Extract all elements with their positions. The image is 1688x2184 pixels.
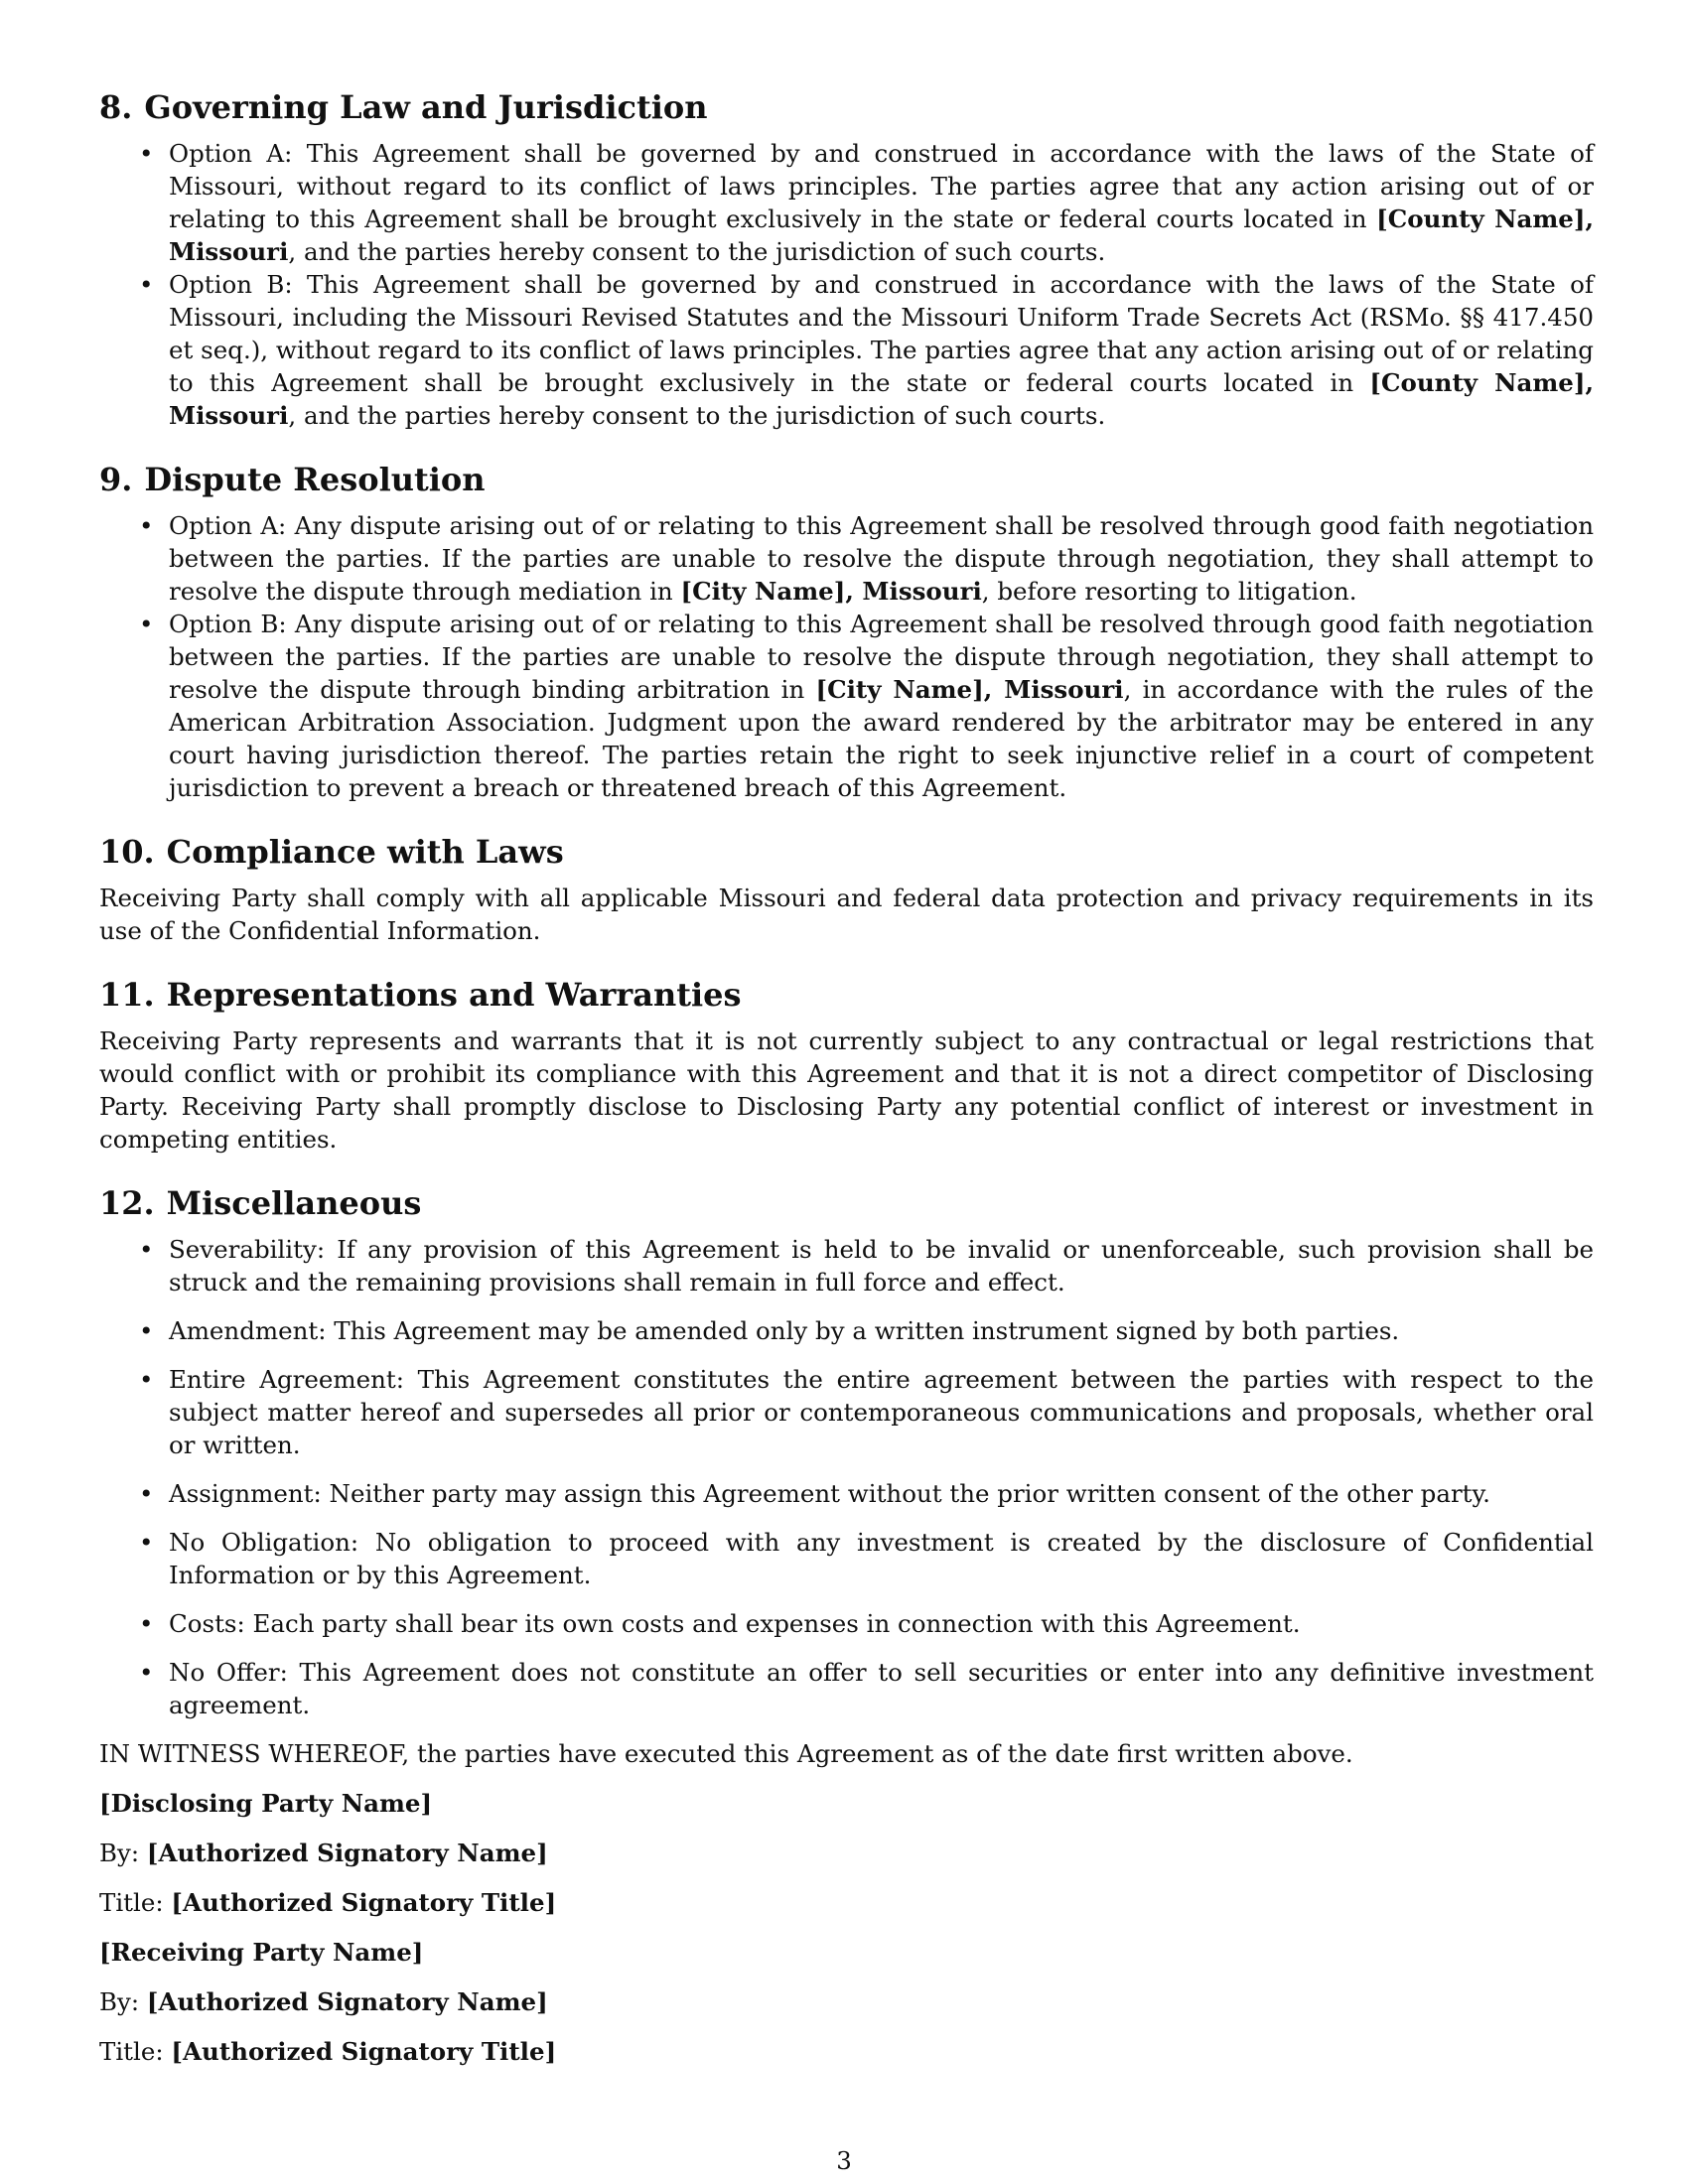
misc-list bbox=[99, 1233, 1594, 1721]
list-item: • Assignment: Neither party may assign this Agreement without the prior written consent of the other party. bbox=[99, 1477, 1594, 1510]
section-heading: 11. Representations and Warranties bbox=[99, 976, 742, 1014]
section-representations bbox=[99, 975, 1594, 1156]
section-miscellaneous bbox=[99, 1183, 1594, 1721]
list-item: • Option A: Any dispute arising out of or relating to this Agreement shall be resolved through good faith negotiation between the parties. If the parties are unable to resolve the dispute through negotiation, they shall attempt to resolve the dispute through mediation in [City Name], Missouri, before resorting to litigation. bbox=[99, 509, 1594, 608]
list-item: • Severability: If any provision of this Agreement is held to be invalid or unenforceable, such provision shall be struck and the remaining provisions shall remain in full force and effect. bbox=[99, 1233, 1594, 1298]
section-heading: 9. Dispute Resolution bbox=[99, 461, 486, 498]
disclosing-signatory-by: By: [Authorized Signatory Name] bbox=[99, 1839, 548, 1867]
section-heading: 8. Governing Law and Jurisdiction bbox=[99, 88, 708, 126]
disclosing-signatory-title: Title: [Authorized Signatory Title] bbox=[99, 1888, 557, 1917]
section-heading: 12. Miscellaneous bbox=[99, 1184, 422, 1222]
witness-clause: IN WITNESS WHEREOF, the parties have executed this Agreement as of the date first written above. bbox=[99, 1739, 1353, 1768]
list-item: • No Obligation: No obligation to proceed with any investment is created by the disclosure of Confidential Information or by this Agreement. bbox=[99, 1526, 1594, 1591]
section-governing-law bbox=[99, 87, 1594, 432]
list-item: • Amendment: This Agreement may be amended only by a written instrument signed by both parties. bbox=[99, 1314, 1594, 1347]
receiving-party-name: [Receiving Party Name] bbox=[99, 1938, 424, 1967]
option-list bbox=[99, 137, 1594, 432]
section-body: Receiving Party shall comply with all applicable Missouri and federal data protection and privacy requirements in its use of the Confidential Information. bbox=[99, 884, 1594, 945]
list-item: • Costs: Each party shall bear its own costs and expenses in connection with this Agreement. bbox=[99, 1607, 1594, 1640]
list-item: • Entire Agreement: This Agreement constitutes the entire agreement between the parties with respect to the subject matter hereof and supersedes all prior or contemporaneous communications and proposals, whether oral or written. bbox=[99, 1363, 1594, 1461]
disclosing-party-name: [Disclosing Party Name] bbox=[99, 1789, 433, 1818]
section-dispute-resolution bbox=[99, 460, 1594, 804]
signature-block bbox=[99, 1737, 1594, 2068]
section-heading: 10. Compliance with Laws bbox=[99, 833, 564, 871]
list-item: • Option B: This Agreement shall be governed by and construed in accordance with the laws of the State of Missouri, including the Missouri Revised Statutes and the Missouri Uniform Trade Secrets Act (RSMo. §§ 417.450 et seq.), without regard to its conflict of laws principles. The parties agree that any action arising out of or relating to this Agreement shall be brought exclusively in the state or federal courts located in [County Name], Missouri, and the parties hereby consent to the jurisdiction of such courts. bbox=[99, 268, 1594, 432]
page-number: 3 bbox=[836, 2146, 852, 2175]
option-list bbox=[99, 509, 1594, 804]
section-body: Receiving Party represents and warrants that it is not currently subject to any contractual or legal restrictions that would conflict with or prohibit its compliance with this Agreement and that it is not a direct competitor of Disclosing Party. Receiving Party shall promptly disclose to Disclosing Party any potential conflict of interest or investment in competing entities. bbox=[99, 1026, 1594, 1154]
receiving-signatory-by: By: [Authorized Signatory Name] bbox=[99, 1987, 548, 2016]
list-item: • Option A: This Agreement shall be governed by and construed in accordance with the laws of the State of Missouri, without regard to its conflict of laws principles. The parties agree that any action arising out of or relating to this Agreement shall be brought exclusively in the state or federal courts located in [County Name], Missouri, and the parties hereby consent to the jurisdiction of such courts. bbox=[99, 137, 1594, 268]
section-compliance bbox=[99, 832, 1594, 947]
document-page bbox=[99, 87, 1594, 2085]
list-item: • Option B: Any dispute arising out of or relating to this Agreement shall be resolved through good faith negotiation between the parties. If the parties are unable to resolve the dispute through negotiation, they shall attempt to resolve the dispute through binding arbitration in [City Name], Missouri, in accordance with the rules of the American Arbitration Association. Judgment upon the award rendered by the arbitrator may be entered in any court having jurisdiction thereof. The parties retain the right to seek injunctive relief in a court of competent jurisdiction to prevent a breach or threatened breach of this Agreement. bbox=[99, 608, 1594, 804]
receiving-signatory-title: Title: [Authorized Signatory Title] bbox=[99, 2037, 557, 2066]
list-item: • No Offer: This Agreement does not constitute an offer to sell securities or enter into any definitive investment agreement. bbox=[99, 1656, 1594, 1721]
